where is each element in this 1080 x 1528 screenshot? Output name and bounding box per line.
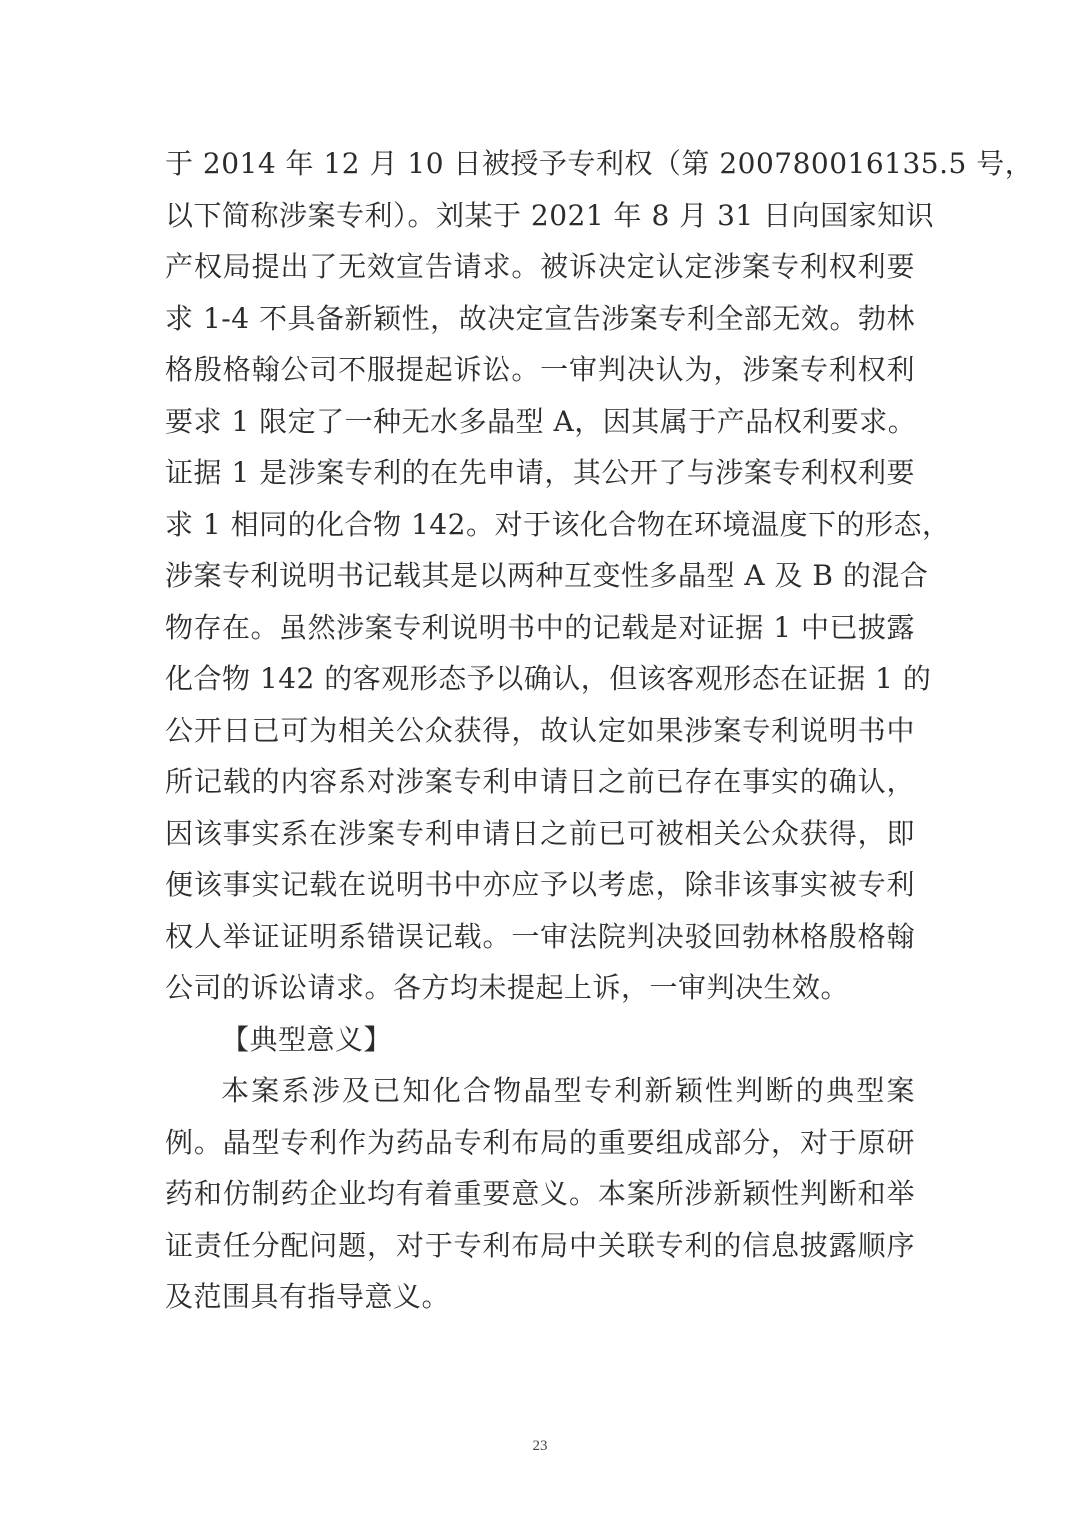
text-line: 涉案专利说明书记载其是以两种互变性多晶型 A 及 B 的混合: [165, 559, 929, 592]
text-line: 物存在。虽然涉案专利说明书中的记载是对证据 1 中已披露: [165, 610, 915, 644]
case-paragraph: [165, 138, 1034, 1014]
text-line: 权人举证证明系错误记载。一审法院判决驳回勃林格殷格翰: [165, 919, 915, 953]
text-line: 化合物 142 的客观形态予以确认，但该客观形态在证据 1 的: [165, 662, 932, 695]
text-line: 求 1 相同的化合物 142。对于该化合物在环境温度下的形态，: [165, 507, 951, 541]
text-line: 证据 1 是涉案专利的在先申请，其公开了与涉案专利权利要: [165, 456, 915, 489]
text-line: 所记载的内容系对涉案专利申请日之前已存在事实的确认，: [165, 765, 915, 798]
page-number: 23: [532, 1438, 548, 1454]
text-line: 产权局提出了无效宣告请求。被诉决定认定涉案专利权利要: [165, 250, 915, 283]
text-line: 及范围具有指导意义。: [165, 1280, 451, 1313]
text-line: 于 2014 年 12 月 10 日被授予专利权（第 200780016135.5 号，: [165, 147, 1034, 180]
significance-paragraph: [165, 1065, 915, 1323]
section-heading: 【典型意义】: [221, 1022, 393, 1056]
text-line: 药和仿制药企业均有着重要意义。本案所涉新颖性判断和举: [165, 1177, 915, 1210]
text-line: 例。晶型专利作为药品专利布局的重要组成部分，对于原研: [165, 1125, 915, 1159]
text-line: 本案系涉及已知化合物晶型专利新颖性判断的典型案: [221, 1074, 915, 1107]
text-line: 求 1-4 不具备新颖性，故决定宣告涉案专利全部无效。勃林: [165, 301, 915, 335]
text-line: 要求 1 限定了一种无水多晶型 A，因其属于产品权利要求。: [165, 404, 917, 438]
text-line: 证责任分配问题，对于专利布局中关联专利的信息披露顺序: [165, 1228, 915, 1262]
text-line: 格殷格翰公司不服提起诉讼。一审判决认为，涉案专利权利: [165, 353, 915, 386]
text-line: 便该事实记载在说明书中亦应予以考虑，除非该事实被专利: [165, 868, 915, 901]
text-line: 公司的诉讼请求。各方均未提起上诉，一审判决生效。: [165, 971, 850, 1004]
text-line: 因该事实系在涉案专利申请日之前已可被相关公众获得，即: [165, 816, 915, 850]
text-line: 公开日已可为相关公众获得，故认定如果涉案专利说明书中: [165, 713, 915, 747]
text-line: 以下简称涉案专利）。刘某于 2021 年 8 月 31 日向国家知识: [165, 198, 935, 232]
document-body: [165, 138, 1034, 1323]
